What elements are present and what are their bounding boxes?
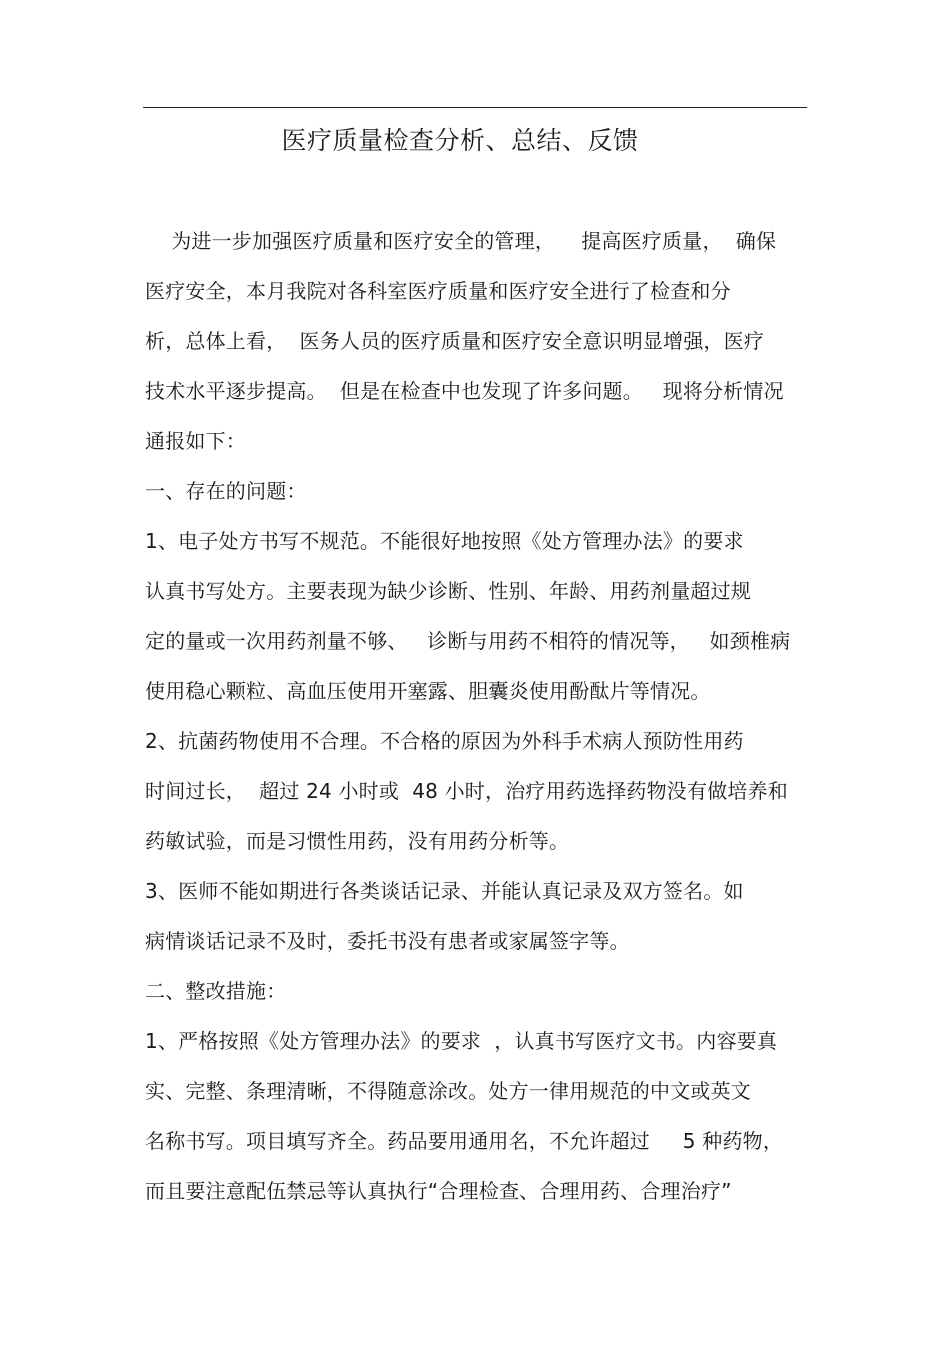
- section-heading: 二、整改措施：: [145, 979, 287, 1003]
- body-line: 药敏试验，而是习惯性用药，没有用药分析等。: [145, 829, 570, 853]
- body-line: 病情谈话记录不及时，委托书没有患者或家属签字等。: [145, 929, 630, 953]
- body-line: 实、完整、条理清晰，不得随意涂改。处方一律用规范的中文或英文: [145, 1079, 751, 1103]
- body-line: 1、电子处方书写不规范。不能很好地按照《处方管理办法》的要求: [145, 529, 744, 553]
- section-heading: 一、存在的问题：: [145, 479, 307, 503]
- document-title: 医疗质量检查分析、总结、反馈: [281, 126, 639, 155]
- body-line: 医疗安全，本月我院对各科室医疗质量和医疗安全进行了检查和分: [145, 279, 731, 303]
- body-line: 使用稳心颗粒、高血压使用开塞露、胆囊炎使用酚酞片等情况。: [145, 679, 711, 703]
- body-line: 技术水平逐步提高。 但是在检查中也发现了许多问题。 现将分析情况: [145, 379, 784, 403]
- body-line: 而且要注意配伍禁忌等认真执行“合理检查、合理用药、合理治疗”: [145, 1179, 732, 1203]
- body-line: 通报如下：: [145, 429, 246, 453]
- body-line: 析，总体上看， 医务人员的医疗质量和医疗安全意识明显增强，医疗: [145, 329, 765, 353]
- body-line: 认真书写处方。主要表现为缺少诊断、性别、年龄、用药剂量超过规: [145, 579, 751, 603]
- body-line: 名称书写。项目填写齐全。药品要用通用名，不允许超过 5 种药物，: [145, 1129, 784, 1153]
- body-line: 1、严格按照《处方管理办法》的要求 ，认真书写医疗文书。内容要真: [145, 1029, 778, 1053]
- body-line: 2、抗菌药物使用不合理。不合格的原因为外科手术病人预防性用药: [145, 729, 744, 753]
- body-line: 定的量或一次用药剂量不够、 诊断与用药不相符的情况等， 如颈椎病: [145, 629, 791, 653]
- body-line: 3、医师不能如期进行各类谈话记录、并能认真记录及双方签名。如: [145, 879, 744, 903]
- body-line: 时间过长， 超过 24 小时或 48 小时，治疗用药选择药物没有做培养和: [145, 779, 788, 803]
- body-line: 为进一步加强医疗质量和医疗安全的管理， 提高医疗质量， 确保: [145, 229, 777, 253]
- header-rule: [143, 107, 807, 108]
